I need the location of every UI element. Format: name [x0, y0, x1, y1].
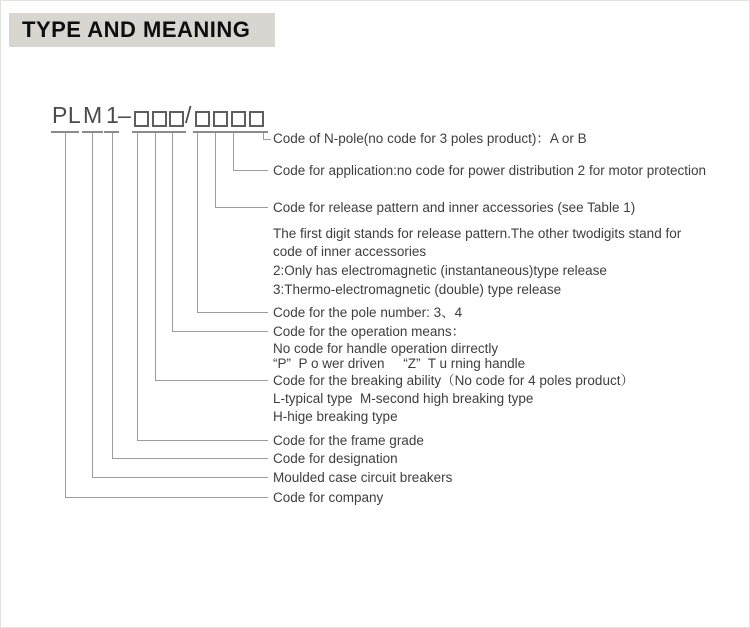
annotation-release-option-2: 2:Only has electromagnetic (instantaneous)type release [273, 263, 607, 278]
code-series-letter: M [83, 102, 103, 128]
connector-vertical-company [65, 133, 66, 497]
connector-vertical-breaking-ability [155, 133, 156, 380]
code-box-application [231, 111, 246, 127]
code-box-release-pattern [213, 111, 228, 127]
annotation-application: Code for application:no code for power distribution 2 for motor protection [273, 163, 706, 178]
code-box-operation-means [169, 111, 184, 127]
annotation-operation-note-1: No code for handle operation dirrectly [273, 341, 499, 356]
code-company-letters: PL [52, 102, 82, 128]
connector-vertical-mccb [92, 133, 93, 477]
code-box-pole-number [195, 111, 210, 127]
underline-box3 [167, 131, 186, 133]
connector-vertical-designation [112, 133, 113, 458]
annotation-breaking-ability: Code for the breaking ability（No code for 4 poles product） [273, 373, 634, 388]
annotation-frame-grade: Code for the frame grade [273, 433, 424, 448]
connector-horizontal-n-pole [263, 139, 271, 140]
connector-vertical-operation-means [172, 133, 173, 331]
page-title: TYPE AND MEANING [9, 13, 275, 47]
annotation-mccb: Moulded case circuit breakers [273, 470, 453, 485]
code-designation-digit: 1 [106, 102, 120, 128]
connector-horizontal-operation-means [172, 331, 268, 332]
connector-horizontal-pole-number [197, 312, 268, 313]
connector-vertical-release-pattern [215, 133, 216, 207]
annotation-operation-note-2: “P” P o wer driven “Z” T u rning handle [273, 356, 526, 371]
underline-box1 [132, 131, 151, 133]
connector-horizontal-company [65, 497, 268, 498]
code-box-n-pole [249, 111, 264, 127]
underline-box6 [229, 131, 248, 133]
connector-horizontal-mccb [92, 477, 268, 478]
underline-box4 [193, 131, 212, 133]
connector-vertical-pole-number [197, 133, 198, 312]
underline-box7 [247, 131, 268, 133]
connector-horizontal-designation [112, 458, 268, 459]
code-box-breaking-ability [152, 111, 167, 127]
connector-vertical-frame-grade [137, 133, 138, 440]
code-slash: / [185, 102, 192, 128]
annotation-release-pattern: Code for release pattern and inner accessories (see Table 1) [273, 200, 636, 215]
annotation-release-note-1: The first digit stands for release pattern.The other twodigits stand for [273, 226, 682, 241]
connector-horizontal-frame-grade [137, 440, 268, 441]
annotation-n-pole: Code of N-pole(no code for 3 poles product)：A or B [273, 131, 587, 146]
annotation-company: Code for company [273, 490, 384, 505]
annotation-breaking-note-2: H-hige breaking type [273, 409, 398, 424]
code-box-frame-grade [134, 111, 149, 127]
annotation-release-note-2: code of inner accessories [273, 244, 427, 259]
connector-horizontal-breaking-ability [155, 380, 268, 381]
connector-horizontal-application [233, 170, 268, 171]
annotation-breaking-note-1: L-typical type M-second high breaking type [273, 391, 534, 406]
annotation-operation-means: Code for the operation means： [273, 324, 466, 339]
annotation-release-option-3: 3:Thermo-electromagnetic (double) type release [273, 282, 562, 297]
underline-box5 [211, 131, 230, 133]
annotation-pole-number: Code for the pole number: 3、4 [273, 305, 463, 320]
code-dash: – [118, 102, 132, 128]
connector-horizontal-release-pattern [215, 207, 268, 208]
connector-vertical-application [233, 133, 234, 170]
annotation-designation: Code for designation [273, 451, 398, 466]
